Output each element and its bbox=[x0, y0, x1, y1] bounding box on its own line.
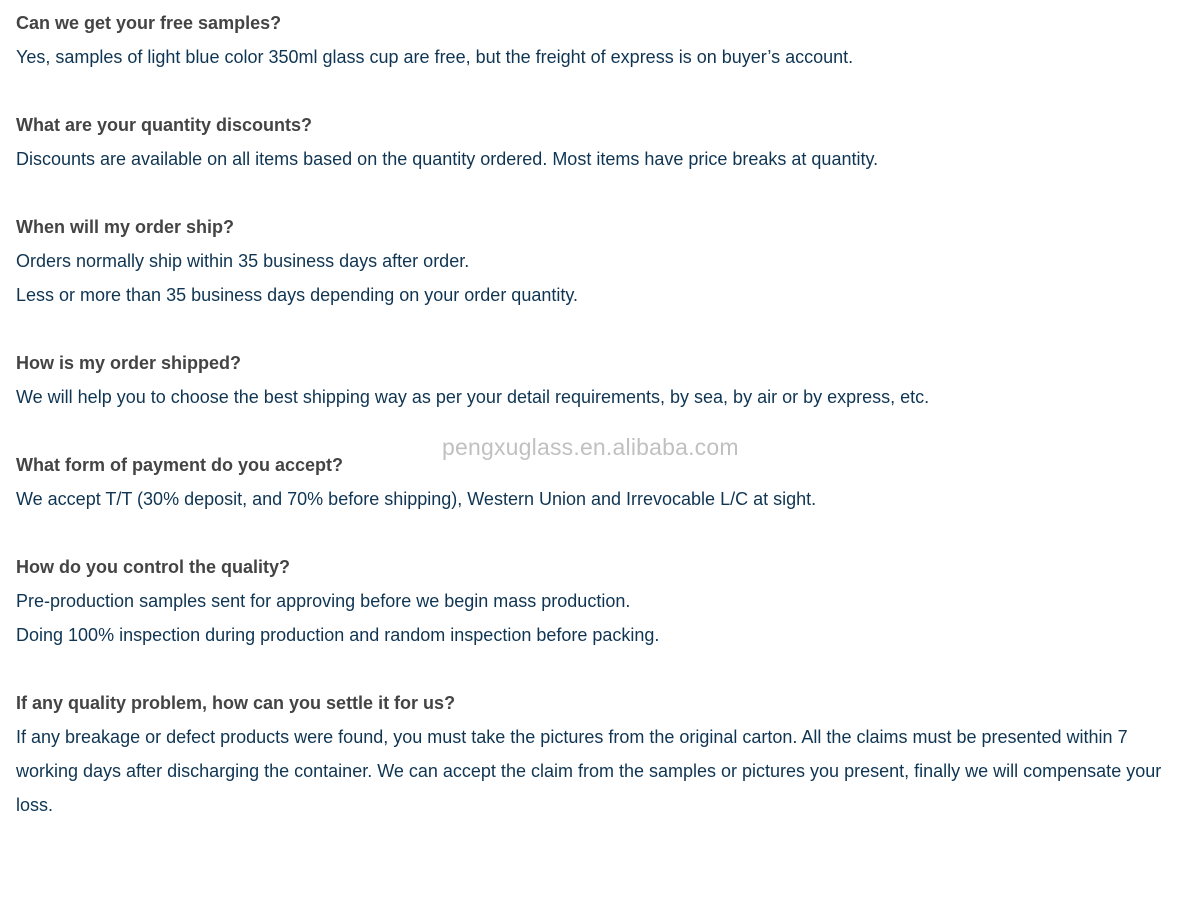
faq-answer: Discounts are available on all items based on the quantity ordered. Most items have price breaks at quantity. bbox=[16, 149, 879, 169]
faq-question: How do you control the quality? bbox=[16, 557, 290, 577]
faq-item-discounts bbox=[16, 108, 1166, 176]
faq-item-quality-control bbox=[16, 550, 1166, 652]
faq-question: Can we get your free samples? bbox=[16, 13, 282, 33]
faq-answer: Doing 100% inspection during production and random inspection before packing. bbox=[16, 625, 660, 645]
faq-answer: We will help you to choose the best shipping way as per your detail requirements, by sea, by air or by express, etc. bbox=[16, 387, 930, 407]
faq-item-quality-problem bbox=[16, 686, 1166, 822]
faq-list bbox=[16, 6, 1166, 856]
faq-answer: Pre-production samples sent for approving before we begin mass production. bbox=[16, 591, 631, 611]
faq-answer: Orders normally ship within 35 business days after order. bbox=[16, 251, 470, 271]
faq-item-samples bbox=[16, 6, 1166, 74]
faq-question: If any quality problem, how can you settle it for us? bbox=[16, 693, 456, 713]
faq-question: What form of payment do you accept? bbox=[16, 455, 344, 475]
faq-item-shipping-method bbox=[16, 346, 1166, 414]
faq-item-ship-time bbox=[16, 210, 1166, 312]
faq-question: When will my order ship? bbox=[16, 217, 235, 237]
faq-answer: Less or more than 35 business days depending on your order quantity. bbox=[16, 285, 579, 305]
faq-answer: Yes, samples of light blue color 350ml glass cup are free, but the freight of express is on buyer’s account. bbox=[16, 47, 854, 67]
faq-question: What are your quantity discounts? bbox=[16, 115, 313, 135]
watermark: pengxuglass.en.alibaba.com bbox=[442, 434, 739, 460]
faq-answer: We accept T/T (30% deposit, and 70% before shipping), Western Union and Irrevocable L/C at sight. bbox=[16, 489, 817, 509]
faq-question: How is my order shipped? bbox=[16, 353, 242, 373]
faq-answer: If any breakage or defect products were found, you must take the pictures from the original carton. All the claims must be presented within 7 working days after discharging the container. We can accept the claim from the samples or pictures you present, finally we will compensate your loss. bbox=[16, 727, 1162, 815]
